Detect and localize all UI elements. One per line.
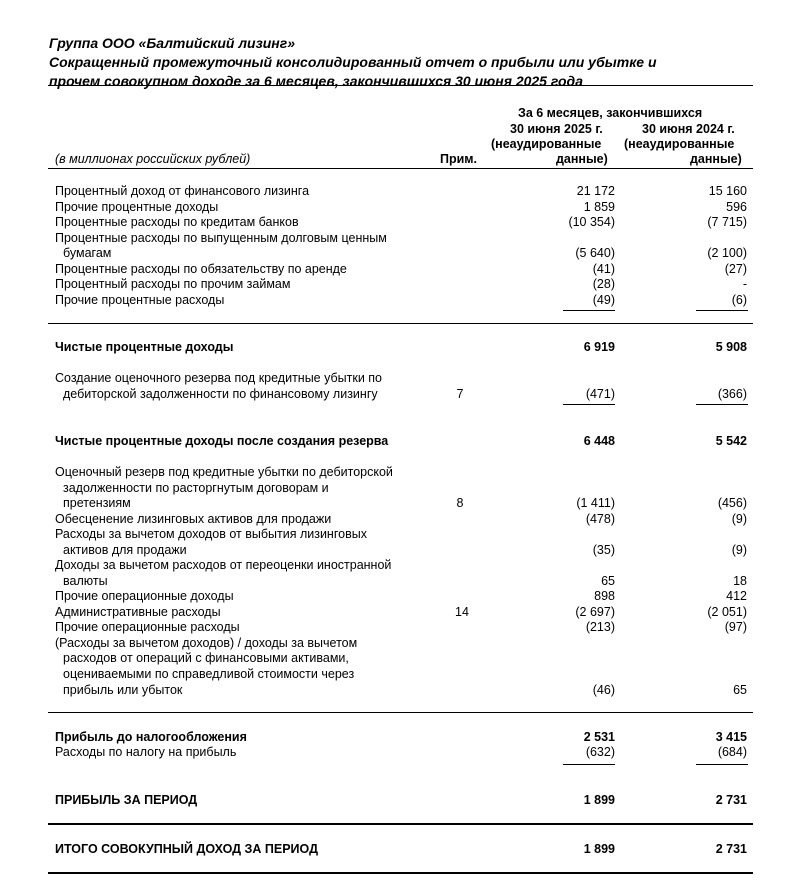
column-header-divider (48, 168, 753, 169)
subtotal-underline-2024 (696, 764, 748, 765)
subtotal-underline-2025 (563, 404, 615, 405)
table-row: Расходы по налогу на прибыль (632) (684) (55, 745, 747, 759)
table-row: Процентные расходы по обязательству по аренде (41) (27) (55, 262, 747, 276)
header-divider (48, 85, 753, 86)
table-row: Обесценение лизинговых активов для продажи (478) (9) (55, 512, 747, 526)
col-2025-status-1: (неаудированные (491, 137, 602, 151)
table-row: Прочие процентные доходы 1 859 596 (55, 200, 747, 214)
section-divider (48, 323, 753, 324)
table-row: Процентный расходы по прочим займам (28) - (55, 277, 747, 291)
col-2024-status-2: данные) (690, 152, 742, 166)
subtotal-underline-2025 (563, 310, 615, 311)
col-2025-status-2: данные) (556, 152, 608, 166)
table-row: расходов от операций с финансовыми активами, (63, 651, 349, 665)
table-row-net-interest-income: Чистые процентные доходы 6 919 5 908 (55, 340, 747, 354)
table-row-total-comprehensive-income: ИТОГО СОВОКУПНЫЙ ДОХОД ЗА ПЕРИОД 1 899 2 731 (55, 842, 747, 856)
table-row: (Расходы за вычетом доходов) / доходы за вычетом (55, 636, 358, 650)
units-caption: (в миллионах российских рублей) (55, 152, 251, 166)
col-2024-date: 30 июня 2024 г. (642, 122, 735, 136)
col-2024-status-1: (неаудированные (624, 137, 735, 151)
report-title-line-1: Сокращенный промежуточный консолидированный отчет о прибыли или убытке и (49, 54, 657, 70)
table-row: Процентные расходы по кредитам банков (10 354) (7 715) (55, 215, 747, 229)
subtotal-underline-2024 (696, 404, 748, 405)
bottom-double-rule (48, 872, 753, 874)
col-2025-date: 30 июня 2025 г. (510, 122, 603, 136)
subtotal-underline-2024 (696, 310, 748, 311)
table-row: задолженности по расторгнутым договорам и (63, 481, 329, 495)
table-row: Прочие операционные доходы 898 412 (55, 589, 747, 603)
company-name: Группа ООО «Балтийский лизинг» (49, 35, 296, 51)
table-row-net-interest-after-provision: Чистые процентные доходы после создания резерва 6 448 5 542 (55, 434, 747, 448)
report-header (49, 34, 753, 91)
table-row: Административные расходы 14 (2 697) (2 051) (55, 605, 747, 619)
note-column-heading: Прим. (440, 152, 478, 166)
table-row: претензиям 8 (1 411) (456) (63, 496, 747, 510)
table-row: бумагам (5 640) (2 100) (63, 246, 747, 260)
table-row: валюты 65 18 (63, 574, 747, 588)
table-row-profit-for-period: ПРИБЫЛЬ ЗА ПЕРИОД 1 899 2 731 (55, 793, 747, 807)
total-divider (48, 823, 753, 825)
table-row: дебиторской задолженности по финансовому лизингу 7 (471) (366) (63, 387, 747, 401)
subtotal-underline-2025 (563, 764, 615, 765)
report-title-line-2: прочем совокупном доходе за 6 месяцев, закончившихся 30 июня 2025 года (49, 73, 583, 89)
table-row: Прочие операционные расходы (213) (97) (55, 620, 747, 634)
table-row: Прочие процентные расходы (49) (6) (55, 293, 747, 307)
table-row: Процентный доход от финансового лизинга 21 172 15 160 (55, 184, 747, 198)
table-row: Создание оценочного резерва под кредитные убытки по (55, 371, 383, 385)
table-row: оцениваемыми по справедливой стоимости через (63, 667, 355, 681)
table-row: Расходы за вычетом доходов от выбытия лизинговых (55, 527, 367, 541)
table-row: Доходы за вычетом расходов от переоценки иностранной (55, 558, 392, 572)
table-row-profit-before-tax: Прибыль до налогообложения 2 531 3 415 (55, 730, 747, 744)
section-divider (48, 712, 753, 713)
table-row: Оценочный резерв под кредитные убытки по дебиторской (55, 465, 393, 479)
table-row: Процентные расходы по выпущенным долговым ценным (55, 231, 387, 245)
table-row: активов для продажи (35) (9) (63, 543, 747, 557)
table-row: прибыль или убыток (46) 65 (63, 683, 747, 697)
period-heading: За 6 месяцев, закончившихся (518, 106, 703, 120)
